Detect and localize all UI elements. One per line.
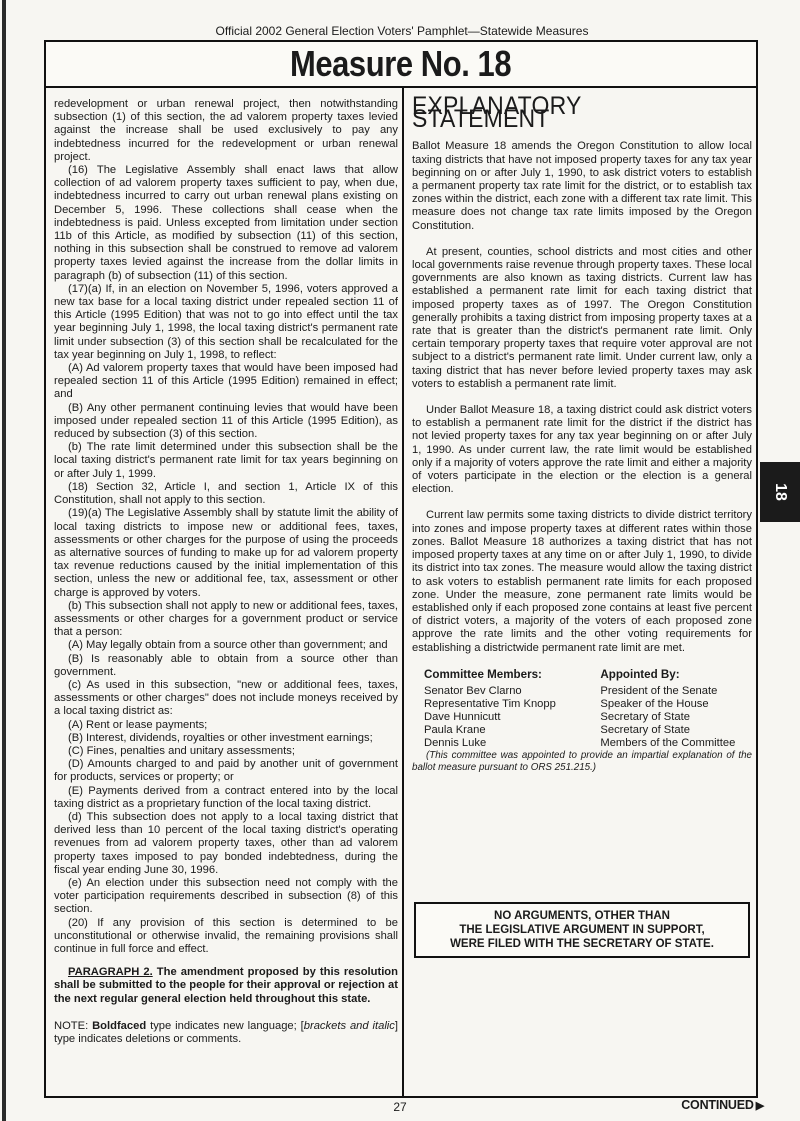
explanatory-paragraph: At present, counties, school districts and most cities and other local governments raise revenue through property taxes. These local governments are also known as taxing districts. Current law has established a permanent rate limit for each taxing district that imposed property taxes as of 1997. The Oregon Constitution generally prohibits a taxing district from imposing property taxes at a rate that is greater than the district's permanent rate limit. Only certain temporary property taxes that require voter approval are not subject to a district's permanent rate limit. Under current law, only a taxing district that has never before levied property taxes may ask voters to establish a permanent rate limit. [412,245,752,390]
continued-marker [681,1098,764,1112]
measure-paragraph: (B) Is reasonably able to obtain from a source other than government. [54,652,398,678]
explanatory-column [412,92,752,787]
measure-paragraph: (b) This subsection shall not apply to new or additional fees, taxes, assessments or other charges for a government product or service that a person: [54,599,398,639]
format-note [54,1020,398,1046]
measure-paragraph: (C) Fines, penalties and unitary assessments; [68,744,295,757]
right-triangle-icon: ▶ [755,1099,764,1112]
no-arguments-line: WERE FILED WITH THE SECRETARY OF STATE. [450,938,714,950]
measure-text-column [54,98,398,1046]
binding-edge-rule [2,0,6,1121]
measure-paragraph: (e) An election under this subsection need not comply with the voter participation requirements described in subsection (8) of this section. [54,876,398,916]
measure-paragraph: redevelopment or urban renewal project, then notwithstanding subsection (1) of this section, the ad valorem property taxes levied against the increase shall be used exclusively to pay any indebtedness incurred for the redevelopment or urban renewal project. [54,98,398,163]
page-number: 27 [393,1100,407,1114]
explanatory-paragraph: Current law permits some taxing districts to divide district territory into zones and impose property taxes at different rates within those zones. Ballot Measure 18 authorizes a taxing district that has not imposed property taxes at any time on or after July 1, 1990, to divide its district into tax zones. The measure would allow the taxing district to ask voters to establish permanent rate limits for each proposed zone. Under the measure, zone permanent rate limits would be established only if each proposed zone contains at least five percent of district voters, a majority of the voters of each proposed zone approve the rate limits and the other voting requirements for establishing a districtwide permanent rate limit are met. [412,509,752,654]
measure-paragraph: (A) May legally obtain from a source other than government; and [68,639,388,652]
no-arguments-line: NO ARGUMENTS, OTHER THAN [494,910,670,922]
explanatory-paragraph: Ballot Measure 18 amends the Oregon Constitution to allow local taxing districts that have not imposed property taxes for any tax year beginning on or after July 1, 1990, to ask district voters to establish a permanent property tax rate limit for the district, or to establish tax zones within the district, each zone with a different tax rate limit. This measure does not change tax rate limits imposed by the Oregon Constitution. [412,140,752,232]
measure-paragraph: (c) As used in this subsection, "new or additional fees, taxes, assessments or other charges" does not include moneys received by a local taxing district as: [54,678,398,718]
committee-appointed-by: President of the Senate [600,684,718,697]
committee-member: Paula Krane [424,723,486,736]
explanatory-paragraph: Under Ballot Measure 18, a taxing district could ask district voters to establish a permanent rate limit for the district if the district has not levied property taxes for any tax year beginning on or after July 1, 1990. As under current law, the rate limit would be established only if a majority of voters approve the rate limit and either a majority of voters participate in the election or the election is a general election. [412,404,752,496]
committee-appointed-by: Secretary of State [600,710,690,723]
committee-member: Representative Tim Knopp [424,697,556,710]
note-prefix: NOTE: [54,1019,93,1032]
measure-title: Measure No. 18 [290,43,512,84]
committee-appointed-by: Secretary of State [600,723,690,736]
committee-note: (This committee was appointed to provide an impartial explanation of the ballot measure pursuant to ORS 251.215.) [412,749,752,773]
committee-appointed-by: Members of the Committee [600,736,736,749]
measure-paragraph: (A) Rent or lease payments; [68,718,208,731]
continued-label: CONTINUED [681,1098,754,1112]
title-box [44,40,758,88]
no-arguments-notice [414,902,750,958]
note-bold: Boldfaced [92,1019,147,1032]
committee-members-header: Committee Members: [424,667,542,681]
measure-paragraph: (D) Amounts charged to and paid by another unit of government for products, services or property; or [54,758,398,784]
measure-paragraph: (E) Payments derived from a contract entered into by the local taxing district as a proprietary function of the local taxing district. [54,784,398,810]
column-divider [402,88,404,1098]
side-tab-number: 18 [771,483,789,501]
committee-row [412,737,752,750]
measure-paragraph: (16) The Legislative Assembly shall enact laws that allow collection of ad valorem property taxes sufficient to pay, when due, indebtedness incurred to carry out urban renewal plans existing on December 5, 1996. These collections shall cease when the indebtedness is paid. Unless excepted from limitation under section 11b of this Article, as modified by subsection (11) of this section, nothing in this subsection shall be construed to remove ad valorem property taxes levied against the increase from the dollar limits in paragraph (b) of subsection (11) of this section. [54,164,398,282]
measure-paragraph: (20) If any provision of this section is determined to be unconstitutional or otherwise invalid, the remaining provisions shall continue in full force and effect. [54,916,398,955]
measure-paragraph: (B) Interest, dividends, royalties or other investment earnings; [68,731,373,744]
committee-member: Senator Bev Clarno [424,684,522,697]
committee-member: Dennis Luke [424,736,487,749]
no-arguments-line: THE LEGISLATIVE ARGUMENT IN SUPPORT, [459,924,705,936]
committee-row [412,685,752,698]
paragraph-2-label: PARAGRAPH 2. [68,966,153,979]
committee-member: Dave Hunnicutt [424,710,501,723]
appointed-by-header: Appointed By: [600,667,680,681]
committee-appointed-by: Speaker of the House [600,697,709,710]
note-mid: type indicates new language; [ [146,1019,304,1032]
note-italic: brackets and italic [303,1019,395,1032]
paragraph-2 [54,966,398,1006]
committee-row [412,711,752,724]
measure-paragraph: (17)(a) If, in an election on November 5, 1996, voters approved a new tax base for a local taxing district under repealed section 11 of this Article (1995 Edition) that was not to go into effect until the tax year beginning July 1, 1998, the local taxing district's permanent rate limit under subsection (3) of this section shall be recalculated for the tax year beginning on July 1, 1998, to reflect: [54,282,398,361]
page-header: Official 2002 General Election Voters' Pamphlet—Statewide Measures [215,24,589,38]
committee-row [412,698,752,711]
paragraph-2-text: The amendment proposed by this resolution shall be submitted to the people for their approval or rejection at the next regular general election held throughout this state. [54,966,398,1005]
measure-paragraph: (19)(a) The Legislative Assembly shall by statute limit the ability of local taxing districts to impose new or additional fees, taxes, assessments or other charges for the purpose of using the proceeds as alternative sources of funding to make up for ad valorem property tax revenue reductions caused by the initial implementation of this section, unless the new or additional fee, tax, assessment or other charge is approved by voters. [54,507,398,599]
measure-paragraph: (18) Section 32, Article I, and section 1, Article IX of this Constitution, shall not apply to this section. [54,480,398,507]
note-end: ] type indicates deletions or comments. [54,1019,399,1046]
committee-table [412,668,752,750]
measure-paragraph: (d) This subsection does not apply to a local taxing district that derived less than 10 percent of the local taxing district's operating revenues from ad valorem property taxes, other than ad valorem property taxes imposed to pay bonded indebtedness, during the fiscal year ending June 30, 1996. [54,810,398,876]
measure-paragraph: (A) Ad valorem property taxes that would have been imposed had repealed section 11 of this Article (1995 Edition) remained in effect; and [54,362,398,401]
committee-row [412,724,752,737]
explanatory-heading: EXPLANATORY STATEMENT [412,92,582,134]
measure-paragraph: (b) The rate limit determined under this subsection shall be the local taxing district's permanent rate limit for tax years beginning on or after July 1, 1999. [54,441,398,480]
measure-paragraph: (B) Any other permanent continuing levies that would have been imposed under repealed section 11 of this Article (1995 Edition), as reduced by subsection (3) of this section. [54,401,398,441]
section-side-tab [760,462,800,522]
